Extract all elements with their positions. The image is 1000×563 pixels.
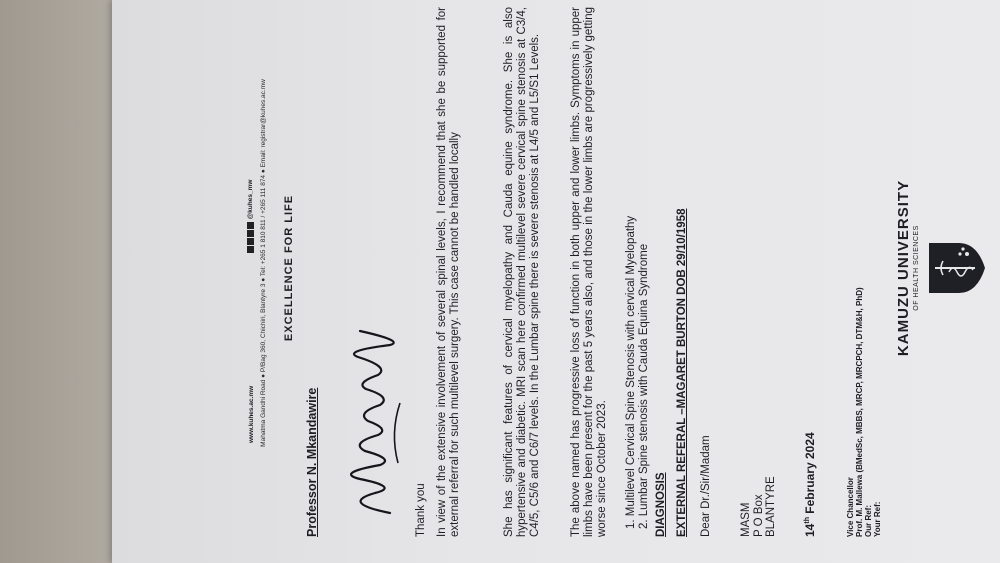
university-crest-icon: [925, 237, 987, 299]
footer-address: Mahatma Gandhi Road ● P/Bag 360, Chichiri, Blantyre 3 ● Tel: +265 1 810 811 / +265 111 874 ● Email: registrar@kuhes.ac.mw: [260, 79, 267, 447]
diagnosis-heading: DIAGNOSIS: [655, 472, 667, 537]
facebook-icon: [247, 246, 254, 253]
handwritten-signature: [320, 313, 410, 523]
recipient-address: MASM P O Box BLANTYRE: [740, 476, 777, 537]
vc-title: Vice Chancellor: [846, 477, 855, 537]
paragraph-history: The above named has progressive loss of function in both upper and lower limbs. Symptoms in upper limbs have been present for the past 5 years also, and those in the lower limbs are progressively getting worse since October 2023.: [570, 7, 608, 537]
list-item: 2. Lumbar Spine stenosis with Cauda Equina Syndrome: [638, 243, 650, 529]
paragraph-recommendation: In view of the extensive involvement of several spinal levels, I recommend that she be supported for external referral for such multilevel surgery. This case cannot be handled locally: [436, 7, 461, 537]
letter-date: 14th February 2024: [803, 432, 817, 537]
footer-social: [247, 180, 254, 253]
motto: EXCELLENCE FOR LIFE: [283, 194, 295, 342]
reference-block: [846, 287, 882, 537]
social-handle: @kuhes_mw: [247, 179, 255, 220]
subject-line: EXTERNAL REFERAL –MAGARET BURTON DOB 29/10/1958: [676, 208, 688, 537]
twitter-icon: [247, 238, 254, 245]
list-item: 1. Multilevel Cervical Spine Stenosis with cervical Myelopathy: [625, 215, 637, 529]
our-ref: Our Ref:: [864, 505, 873, 537]
instagram-icon: [247, 230, 254, 237]
university-name: KAMUZU UNIVERSITY: [895, 179, 912, 357]
your-ref: Your Ref:: [873, 501, 882, 537]
closing: Thank you: [415, 483, 427, 537]
letter-document: [120, 0, 990, 553]
university-subtitle: OF HEALTH SCIENCES: [913, 225, 920, 311]
youtube-icon: [247, 222, 254, 229]
vc-name: Prof. M. Mallewa (BMedSc, MBBS, MRCP, MRCPCH, DTM&H, PhD): [855, 287, 864, 537]
signer-name: Professor N. Mkandawire: [305, 387, 319, 537]
paragraph-findings: She has significant features of cervical myelopathy and Cauda equine syndrome. She is also hypertensive and diabetic. MRI scan here confirmed multilevel severe cervical spine stenosis at C3/4, C4/5, C5/6 and C6/7 levels. In the Lumbar spine there is severe stenosis at L4/5 and L5/S1 Levels.: [503, 7, 541, 537]
footer-website: www.kuhes.ac.mw: [248, 385, 255, 443]
salutation: Dear Dr./Sir/Madam: [700, 435, 712, 537]
diagnosis-list: [625, 216, 651, 529]
